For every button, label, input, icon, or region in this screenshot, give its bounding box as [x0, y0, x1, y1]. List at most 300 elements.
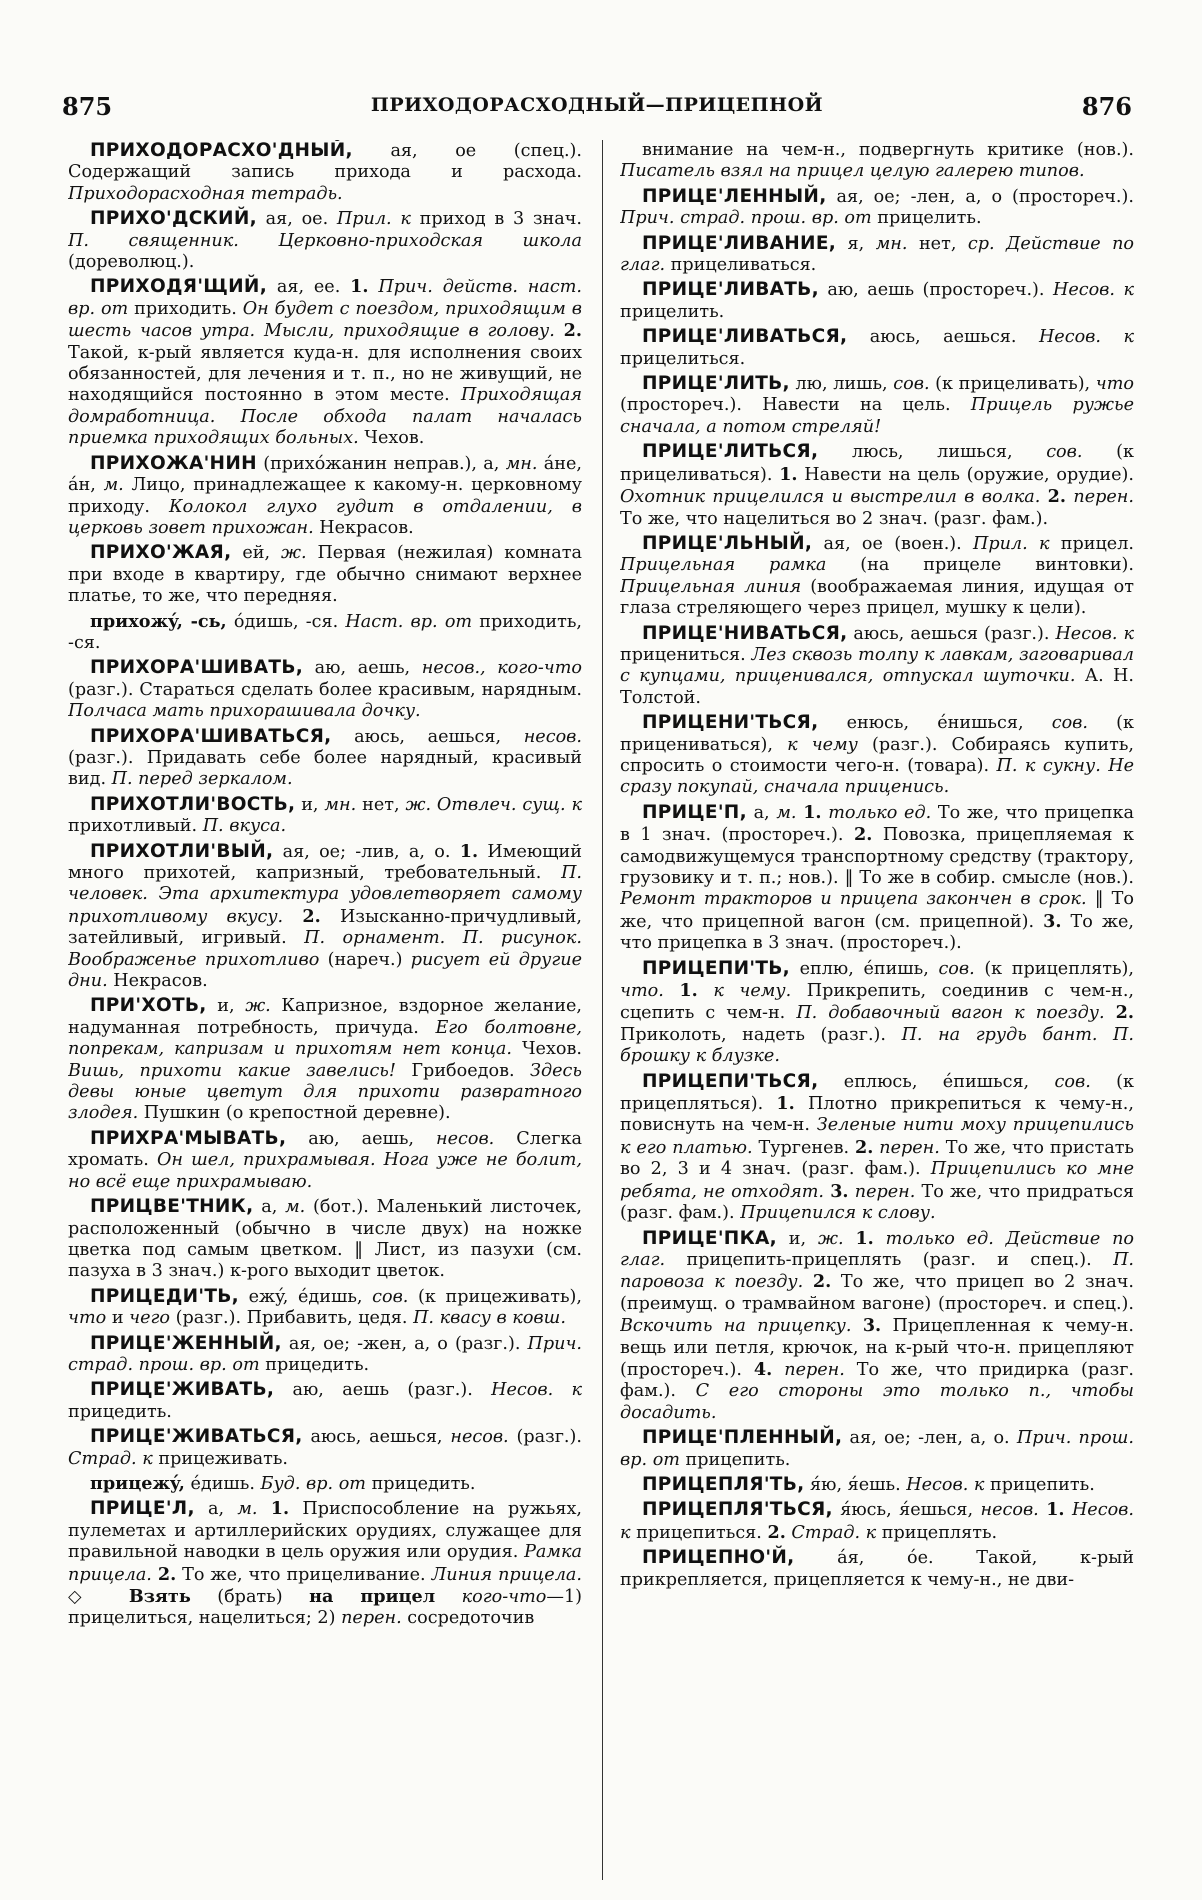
entry-text: То же, что прицеливание. [176, 1564, 432, 1585]
entry-text: Некрасов. [107, 971, 208, 992]
entry-headword: ПРИЦЕ'ЛИВАНИЕ, [642, 232, 837, 254]
entry-text: Страд. к [68, 1448, 153, 1469]
entry-headword: ПРИ'ХОТЬ, [90, 995, 207, 1017]
entry-headword: ПРИЦЕ'ЛЬНЫЙ, [642, 532, 813, 554]
entry-headword: ПРИЦВЕ'ТНИК, [90, 1196, 254, 1218]
entry-text: 1. [855, 1227, 874, 1249]
entry-text: аюсь, аешься. [847, 327, 1039, 348]
entry-text: приход в 3 знач. [410, 209, 582, 230]
entry-text: 2. [854, 1136, 874, 1158]
entry-text: Грибоедов. [395, 1060, 531, 1081]
entry-text: перен. [854, 1181, 916, 1202]
entry-headword: ПРИЦЕ'П, [642, 801, 747, 823]
entry-text: прицедить. [259, 1354, 370, 1375]
entry-text: Прич. страд. прош. вр. от [620, 208, 872, 229]
entry-headword: ПРИЦЕ'ЖИВАТЬСЯ, [90, 1426, 303, 1448]
entry-text: только ед. [828, 802, 932, 823]
entry-text: что [68, 1308, 107, 1329]
entry-text: (простореч.). Навести на цель. [620, 395, 971, 416]
entry-text: 1. [1046, 1499, 1065, 1521]
entry-text: Прицельная линия [620, 576, 802, 597]
entry-text: 2. [563, 320, 582, 342]
entry-text: аюсь, аешься (разг.). [847, 623, 1056, 644]
entry-text: Приходорасходная тетрадь. [68, 183, 343, 204]
entry-text: áне, áн, [68, 453, 582, 496]
entry-text: Зеленые нити моху прицепились к его платью. [620, 1115, 1134, 1158]
entry-text [1065, 1500, 1072, 1520]
entry-headword: ПРИХОРА'ШИВАТЬ, [90, 657, 304, 679]
entry-text [1105, 1003, 1116, 1023]
entry-headword: прихожý, -сь, [90, 610, 227, 632]
entry-text: м. [103, 475, 124, 496]
entry-text: прицелиться. [620, 348, 746, 369]
entry-text: Вскочить на прицепку. [620, 1316, 852, 1337]
entry-text: Прицель ружье сначала, а потом стреляй! [620, 395, 1134, 437]
entry-headword: ПРИЦЕПЛЯ'ТЬСЯ, [642, 1499, 833, 1521]
entry-text: Прицепились ко мне ребята, не отходят. [620, 1159, 1134, 1202]
entry-text: Прикрепить, соединив с чем-н., сцепить с чем-н. [620, 981, 1134, 1024]
right-column [620, 140, 1134, 1890]
entry-text: я́юсь, я́ешься, [832, 1500, 981, 1521]
entry-text: 1. [779, 463, 798, 485]
entry-text: ‖ То же, что прицепной вагон (см. прицепной). [620, 889, 1134, 932]
entry-text: 1. [350, 276, 369, 298]
dictionary-entry [68, 1128, 582, 1193]
entry-text: (разг.). [508, 1427, 582, 1448]
entry-text: несов. [980, 1500, 1039, 1521]
entry-headword: ПРИХОЖА'НИН [90, 452, 257, 474]
entry-text: Навести на цель (оружие, орудие). [797, 464, 1134, 485]
entry-text: я́ю, я́ешь. [804, 1474, 907, 1495]
entry-text: Приходящая домработница. После обхода палат началась приемка приходящих больных. [68, 385, 582, 449]
entry-text: (нареч.) [319, 949, 411, 970]
entry-text [772, 1360, 784, 1380]
entry-text: Имеющий много прихотей, капризный, требовательный. [68, 841, 582, 883]
dictionary-entry [620, 441, 1134, 530]
entry-text: приходить. [128, 298, 243, 319]
entry-text: аю, аешь (разг.). [274, 1380, 492, 1401]
entry-text: П. квасу в ковш. [413, 1308, 566, 1329]
entry-text: Такой, к-рый является куда-н. для исполнения своих обязанностей, для лечения и т. п., но не живущий, не находящийся постоянно в этом месте. [68, 342, 582, 406]
entry-text: мн. [875, 233, 908, 254]
dictionary-entry [620, 958, 1134, 1068]
entry-text: люсь, лишься, [818, 442, 1047, 463]
entry-headword: ПРИЦЕПИ'ТЬСЯ, [642, 1070, 819, 1092]
entry-text: ◇ [68, 1587, 129, 1607]
entry-text: только ед. Действие по глаг. [620, 1228, 1134, 1270]
entry-text [803, 1272, 813, 1292]
entry-text: к чему [787, 734, 858, 755]
entry-text: Страд. к [791, 1522, 877, 1543]
entry-text: Прич. прош. вр. от [620, 1428, 1134, 1470]
entry-text: Прицельная рамка [620, 555, 827, 576]
dictionary-entry [68, 841, 582, 993]
entry-text: несов. [450, 1427, 509, 1448]
entry-text: ей, [231, 543, 281, 564]
entry-text: То же, что пристать во 2, 3 и 4 знач. (разг. фам.). [620, 1137, 1134, 1180]
entry-headword: ПРИХОДОРАСХО'ДНЫЙ, [90, 140, 353, 161]
entry-text: приходить, -ся. [68, 611, 582, 653]
dictionary-entry [620, 140, 1134, 183]
entry-text: То же, что прицеп во 2 знач. (преимущ. о трамвайном вагоне) (простореч. и спец.). [620, 1272, 1134, 1314]
entry-text: енюсь, éнишься, [818, 713, 1052, 734]
entry-text: (на прицеле винтовки). [826, 555, 1134, 576]
entry-headword: ПРИЦЕ'ПЛЕННЫЙ, [642, 1427, 843, 1449]
entry-text [844, 1229, 856, 1249]
entry-text: внимание на чем-н., подвергнуть критике (нов.). [642, 140, 1134, 160]
entry-text: П. орнамент. П. рисунок. Воображенье прихотливо [68, 928, 582, 970]
entry-text: м. [776, 802, 797, 823]
entry-text: (разг.). Собираясь купить, спросить о стоимости чего-н. (товара). [620, 734, 1134, 776]
entry-text: несов. [523, 726, 582, 747]
entry-text: Несов. к [1055, 623, 1134, 644]
entry-headword: ПРИЦЕ'НИВАТЬСЯ, [642, 622, 848, 644]
entry-text: Изысканно-причудливый, затейливый, игривый. [68, 906, 582, 949]
entry-text: Слегка хромать. [68, 1128, 582, 1171]
dictionary-entry [620, 186, 1134, 230]
dictionary-entry [620, 1427, 1134, 1471]
entry-text: аю, аешь, [286, 1128, 436, 1149]
entry-text: сосредоточив [401, 1608, 535, 1629]
entry-text: 2. [1047, 486, 1067, 508]
entry-text: Ремонт тракторов и прицепа закончен в срок. [620, 889, 1087, 910]
dictionary-entry [68, 657, 582, 722]
dictionary-entry [620, 1547, 1134, 1591]
entry-text: Несов. к [1052, 280, 1134, 301]
entry-text: То же, что прицепка в 1 знач. (простореч.). [620, 802, 1134, 846]
entry-text: Полчаса мать прихорашивала дочку. [68, 701, 421, 722]
dictionary-entry [68, 1426, 582, 1470]
entry-text: Чехов. [511, 1039, 582, 1060]
entry-text: П. к сукну. Не сразу покупай, сначала прицениcь. [620, 755, 1134, 798]
page-number-left: 875 [62, 92, 113, 121]
entry-text: я, [836, 233, 876, 254]
dictionary-entry [620, 712, 1134, 799]
entry-text: ая, ое; -лен, а, о (простореч.). [826, 186, 1134, 207]
entry-text: ж. [280, 543, 307, 564]
entry-text: Наст. вр. от [345, 611, 473, 632]
entry-text: а, [194, 1499, 238, 1520]
entry-text: прицедить. [365, 1473, 476, 1494]
entry-text: аю, аешь, [303, 658, 422, 679]
entry-text [258, 1499, 271, 1519]
entry-text: прихотливый. [68, 816, 203, 837]
entry-text: прицел. [1049, 533, 1134, 554]
entry-text: сов. [938, 958, 975, 979]
entry-text: 3. [862, 1315, 882, 1337]
entry-text: что. [620, 981, 664, 1002]
entry-text: ая, ое; -лив, а, о. [273, 841, 460, 862]
entry-text: Он будет с поездом, приходящим в шесть часов утра. Мысли, приходящие в голову. [68, 298, 582, 342]
entry-text: 1. [776, 1093, 795, 1115]
entry-text: А. Н. Толстой. [620, 666, 1134, 708]
entry-text: прицепить. [679, 1449, 791, 1470]
entry-text: рисует ей другие дни. [68, 949, 582, 992]
entry-text: Прицепился к слову. [740, 1203, 936, 1224]
entry-text: Он шел, прихрамывая. Нога уже не болит, но всё еще прихрамываю. [68, 1150, 582, 1192]
dictionary-entry [68, 1498, 582, 1629]
entry-text: С его стороны это только п., чтобы досадить. [620, 1381, 1134, 1423]
entry-headword: ПРИХОДЯ'ЩИЙ, [90, 276, 268, 298]
entry-text: и, [206, 996, 246, 1017]
entry-text: Прич. действ. наст. вр. от [68, 277, 582, 319]
entry-text: к чему. [713, 981, 792, 1002]
entry-text: сов. [372, 1286, 409, 1307]
entry-text: несов., кого-что [421, 658, 582, 679]
entry-text: То же, что нацелиться во 2 знач. (разг. фам.). [620, 508, 1049, 529]
entry-text: ср. Действие по глаг. [620, 233, 1134, 276]
entry-text: сов. [1046, 442, 1083, 463]
entry-text [1040, 487, 1047, 507]
entry-text: 1. [803, 801, 822, 823]
running-title: ПРИХОДОРАСХОДНЫЙ—ПРИЦЕПНОЙ [370, 94, 824, 116]
entry-text: ая, ее. [267, 277, 351, 298]
entry-text: (к прицеливать), [929, 374, 1096, 395]
entry-text: нет, [356, 794, 406, 815]
entry-text: Тургенев. [752, 1137, 855, 1158]
dictionary-entry [620, 373, 1134, 438]
entry-headword: ПРИЦЕ'Л, [90, 1498, 195, 1520]
dictionary-entry [68, 611, 582, 655]
entry-text: аюсь, аешься, [302, 1427, 451, 1448]
entry-text: ая, ое (воен.). [812, 533, 973, 554]
dictionary-entry [620, 533, 1134, 620]
entry-text: Вишь, прихоти какие завелись! [68, 1060, 396, 1081]
entry-text: (разг.). Прибавить, цедя. [170, 1308, 414, 1329]
dictionary-entry [620, 326, 1134, 370]
entry-text: Лез сквозь толпу к лавкам, заговаривал с купцами, приценивался, отпускал шуточки. [620, 644, 1134, 687]
entry-text: прицелить. [620, 301, 725, 322]
entry-text: прицепить. [984, 1474, 1095, 1495]
entry-text: еплю, éпишь, [790, 958, 939, 979]
entry-text: Плотно прикрепиться к чему-н., повиснуть на чем-н. [620, 1094, 1134, 1136]
entry-text: Прич. страд. прош. вр. от [68, 1333, 582, 1375]
entry-headword: ПРИЦЕ'ЛИВАТЬ, [642, 279, 819, 301]
entry-text: Приспособление на ружьях, пулеметах и артиллерийских орудиях, служащее для правильной наводки в цель оружия или орудия. [68, 1499, 582, 1563]
entry-text: Некрасов. [313, 517, 414, 538]
entry-text [851, 1316, 862, 1336]
dictionary-entry [68, 453, 582, 540]
entry-text: перен. [784, 1359, 845, 1380]
entry-text: (к прицеплять), [974, 958, 1134, 979]
entry-text: Прил. к [973, 533, 1050, 554]
entry-text: П. на грудь бант. П. брошку к блузке. [620, 1024, 1134, 1067]
entry-text: (к прицепляться). [620, 1071, 1134, 1115]
entry-text: (к прицеливаться). [620, 442, 1134, 485]
entry-headword: ПРИЦЕНИ'ТЬСЯ, [642, 712, 819, 734]
entry-text: Лицо, принадлежащее к какому-н. церковному приходу. [68, 475, 582, 517]
entry-text: 2. [812, 1271, 832, 1293]
entry-text: несов. [436, 1128, 495, 1149]
entry-headword: ПРИЦЕ'ЛИВАТЬСЯ, [642, 326, 848, 348]
entry-text: То же, что придраться (разг. фам.). [620, 1181, 1134, 1224]
dictionary-entry [68, 208, 582, 273]
entry-headword: ПРИЦЕПЛЯ'ТЬ, [642, 1473, 805, 1495]
entry-text: 1. [270, 1498, 290, 1520]
entry-text: П. священник. Церковно-приходская школа [68, 230, 582, 251]
entry-text: лю, лишь, [789, 374, 894, 395]
entry-text: Несов. к [491, 1380, 582, 1401]
entry-headword: ПРИХОТЛИ'ВОСТЬ, [90, 793, 296, 815]
entry-text: перен. [341, 1608, 402, 1629]
entry-text: ж. [245, 996, 271, 1017]
entry-text: Несов. к [906, 1474, 985, 1495]
entry-text: Несов. к [1038, 327, 1134, 348]
entry-text: Колокол глухо гудит в отдалении, в церковь зовет прихожан. [68, 496, 582, 538]
entry-text [369, 277, 379, 297]
entry-text: Здесь девы юные цветут для прихоти развратного злодея. [68, 1060, 582, 1124]
entry-headword: ПРИХО'ДСКИЙ, [90, 208, 257, 230]
entry-text: м. [237, 1499, 258, 1520]
entry-text: П. человек. Эта архитектура удовлетворяет самому прихотливому вкусу. [68, 863, 582, 927]
entry-text: Чехов. [358, 428, 425, 449]
entry-text: перен. [879, 1137, 940, 1158]
entry-text: (к прицеживать), [408, 1286, 582, 1307]
entry-text: м. [285, 1197, 306, 1218]
entry-headword: ПРИЦЕДИ'ТЬ, [90, 1285, 239, 1307]
entry-text: Писатель взял на прицел целую галерею типов. [620, 161, 1085, 182]
dictionary-entry [620, 623, 1134, 710]
entry-text: на прицел [309, 1586, 436, 1607]
entry-text: ая, ое; -лен, а, о. [842, 1428, 1017, 1449]
entry-text: Прицепленная к чему-н. вещь или петля, крючок, на к-рый что-н. прицепляют (простореч.). [620, 1316, 1134, 1380]
entry-text: мн. [324, 794, 357, 815]
entry-text: 4. [753, 1358, 773, 1380]
entry-text: прицепить-прицеплять (разг. и спец.). [665, 1249, 1114, 1270]
entry-text [555, 321, 564, 341]
entry-text: Пушкин (о крепостной деревне). [138, 1103, 451, 1124]
entry-text: —1) прицелиться, нацелиться; 2) [68, 1587, 582, 1629]
entry-headword: прицежý, [90, 1472, 185, 1494]
entry-text [664, 981, 680, 1001]
entry-text: Прил. к [336, 209, 411, 230]
entry-text: áя, óе. Такой, к-рый прикрепляется, прицепляется к чему-н., не дви- [620, 1548, 1134, 1590]
entry-headword: ПРИЦЕ'ЖИВАТЬ, [90, 1379, 275, 1401]
entry-text: 3. [830, 1180, 849, 1202]
entry-text: Охотник прицелился и выстрелил в волка. [620, 487, 1041, 508]
entry-text: Повозка, прицепляемая к самодвижущемуся транспортному средству (трактору, грузовику и т. п.; нов.). ‖ То же в собир. смысле (нов.). [620, 825, 1134, 888]
entry-text: прицепиться. [630, 1522, 768, 1543]
entry-text: аю, аешь (простореч.). [818, 280, 1053, 301]
entry-text: 1. [459, 840, 479, 862]
entry-text: 2. [157, 1563, 177, 1585]
entry-text [698, 981, 714, 1001]
entry-text: аюсь, аешься, [331, 726, 524, 747]
entry-text: Рамка прицела. [68, 1542, 582, 1585]
entry-text: прицедить. [68, 1401, 172, 1422]
dictionary-entry [620, 1499, 1134, 1544]
entry-text: чего [129, 1308, 170, 1329]
entry-text: óдишь, -ся. [226, 611, 346, 632]
entry-text: ая, ое. [256, 209, 337, 230]
entry-text: кого-что [461, 1587, 547, 1607]
entry-headword: ПРИХОТЛИ'ВЫЙ, [90, 840, 274, 862]
column-divider [602, 140, 603, 1880]
entry-headword: ПРИЦЕ'ЛЕННЫЙ, [642, 185, 827, 207]
dictionary-entry [620, 1474, 1134, 1496]
dictionary-entry [68, 140, 582, 205]
dictionary-entry [620, 279, 1134, 323]
entry-text: П. вкуса. [202, 816, 287, 837]
dictionary-entry [620, 233, 1134, 277]
entry-text: éдишь. [184, 1473, 261, 1494]
dictionary-entry [68, 794, 582, 838]
entry-text: ж. [817, 1228, 844, 1249]
entry-text: сов. [1054, 1071, 1091, 1092]
entry-text: что [1095, 374, 1134, 395]
entry-headword: ПРИЦЕПИ'ТЬ, [642, 957, 791, 979]
left-column [68, 140, 582, 1890]
entry-text: 1. [679, 980, 698, 1002]
entry-text: П. перед зеркалом. [111, 769, 293, 790]
entry-text: а, [746, 802, 777, 823]
entry-text: ая, ое; -жен, а, о (разг.). [281, 1333, 528, 1354]
entry-headword: ПРИЦЕПНО'Й, [642, 1547, 795, 1569]
entry-headword: ПРИЦЕ'ПКА, [642, 1227, 777, 1249]
entry-text [283, 907, 302, 927]
entry-text: 3. [1043, 910, 1062, 932]
entry-text: прицениться. [620, 644, 752, 665]
dictionary-entry [620, 1071, 1134, 1225]
entry-text: прицелить. [871, 208, 982, 229]
entry-text: (дореволюц.). [68, 252, 195, 273]
entry-text: Его болтовне, попрекам, капризам и прихотям нет конца. [68, 1017, 582, 1060]
entry-headword: ПРИХО'ЖАЯ, [90, 542, 232, 564]
entry-text: То же, что прицепка в 3 знач. (простореч.). [620, 911, 1134, 954]
entry-text: ежý, éдишь, [239, 1286, 373, 1307]
entry-text: (разг.). Придавать себе более нарядный, красивый вид. [68, 747, 582, 790]
entry-headword: ПРИХОРА'ШИВАТЬСЯ, [90, 725, 332, 747]
entry-text: нет, [907, 233, 968, 254]
entry-text: ж. Отвлеч. сущ. к [405, 794, 582, 815]
entry-text: сов. [1051, 713, 1088, 734]
entry-text: П. паровоза к поезду. [620, 1249, 1134, 1293]
entry-text: (воображаемая линия, идущая от глаза стреляющего через прицел, мушку к цели). [620, 576, 1134, 619]
dictionary-entry [620, 1228, 1134, 1425]
entry-text: перен. [1073, 487, 1134, 508]
entry-text: 2. [767, 1521, 786, 1543]
entry-text [435, 1587, 461, 1607]
entry-text: ая, ое (спец.). Содержащий запись прихода и расхода. [68, 141, 582, 183]
entry-text: и, [295, 794, 325, 815]
dictionary-entry [68, 1379, 582, 1423]
entry-text: Взять [128, 1586, 191, 1607]
entry-text: а, [253, 1197, 286, 1218]
dictionary-entry [68, 995, 582, 1124]
entry-text: (к прицениваться), [620, 713, 1134, 755]
entry-text: Первая (нежилая) комната при входе в квартиру, где обычно снимают верхнее платье, то же, что передняя. [68, 543, 582, 607]
page-number-right: 876 [1081, 92, 1132, 121]
entry-text: Несов. к [620, 1500, 1134, 1543]
entry-text: Линия прицела. [431, 1564, 582, 1585]
entry-text: сов. [893, 374, 930, 395]
dictionary-entry [68, 276, 582, 449]
entry-headword: ПРИЦЕ'ЖЕННЫЙ, [90, 1332, 282, 1354]
entry-text: Приколоть, надеть (разг.). [620, 1024, 902, 1045]
entry-text: (прихóжанин неправ.), а, [256, 453, 506, 474]
entry-text: прицеплять. [876, 1522, 998, 1543]
dictionary-entry [68, 1473, 582, 1495]
dictionary-entry [620, 802, 1134, 955]
entry-text: Буд. вр. от [260, 1473, 366, 1494]
dictionary-entry [68, 1196, 582, 1283]
entry-text: (бот.). Маленький листочек, расположенный (обычно в числе двух) на ножке цветка под самым цветком. ‖ Лист, из пазухи (см. пазуха в 3 знач.) к-рого выходит цветок. [68, 1197, 582, 1282]
entry-text: 2. [302, 905, 321, 927]
entry-text: То же, что придирка (разг. фам.). [620, 1359, 1134, 1402]
dictionary-entry [68, 726, 582, 791]
dictionary-entry [68, 1333, 582, 1377]
entry-text: Капризное, вздорное желание, надуманная потребность, причуда. [68, 996, 582, 1038]
